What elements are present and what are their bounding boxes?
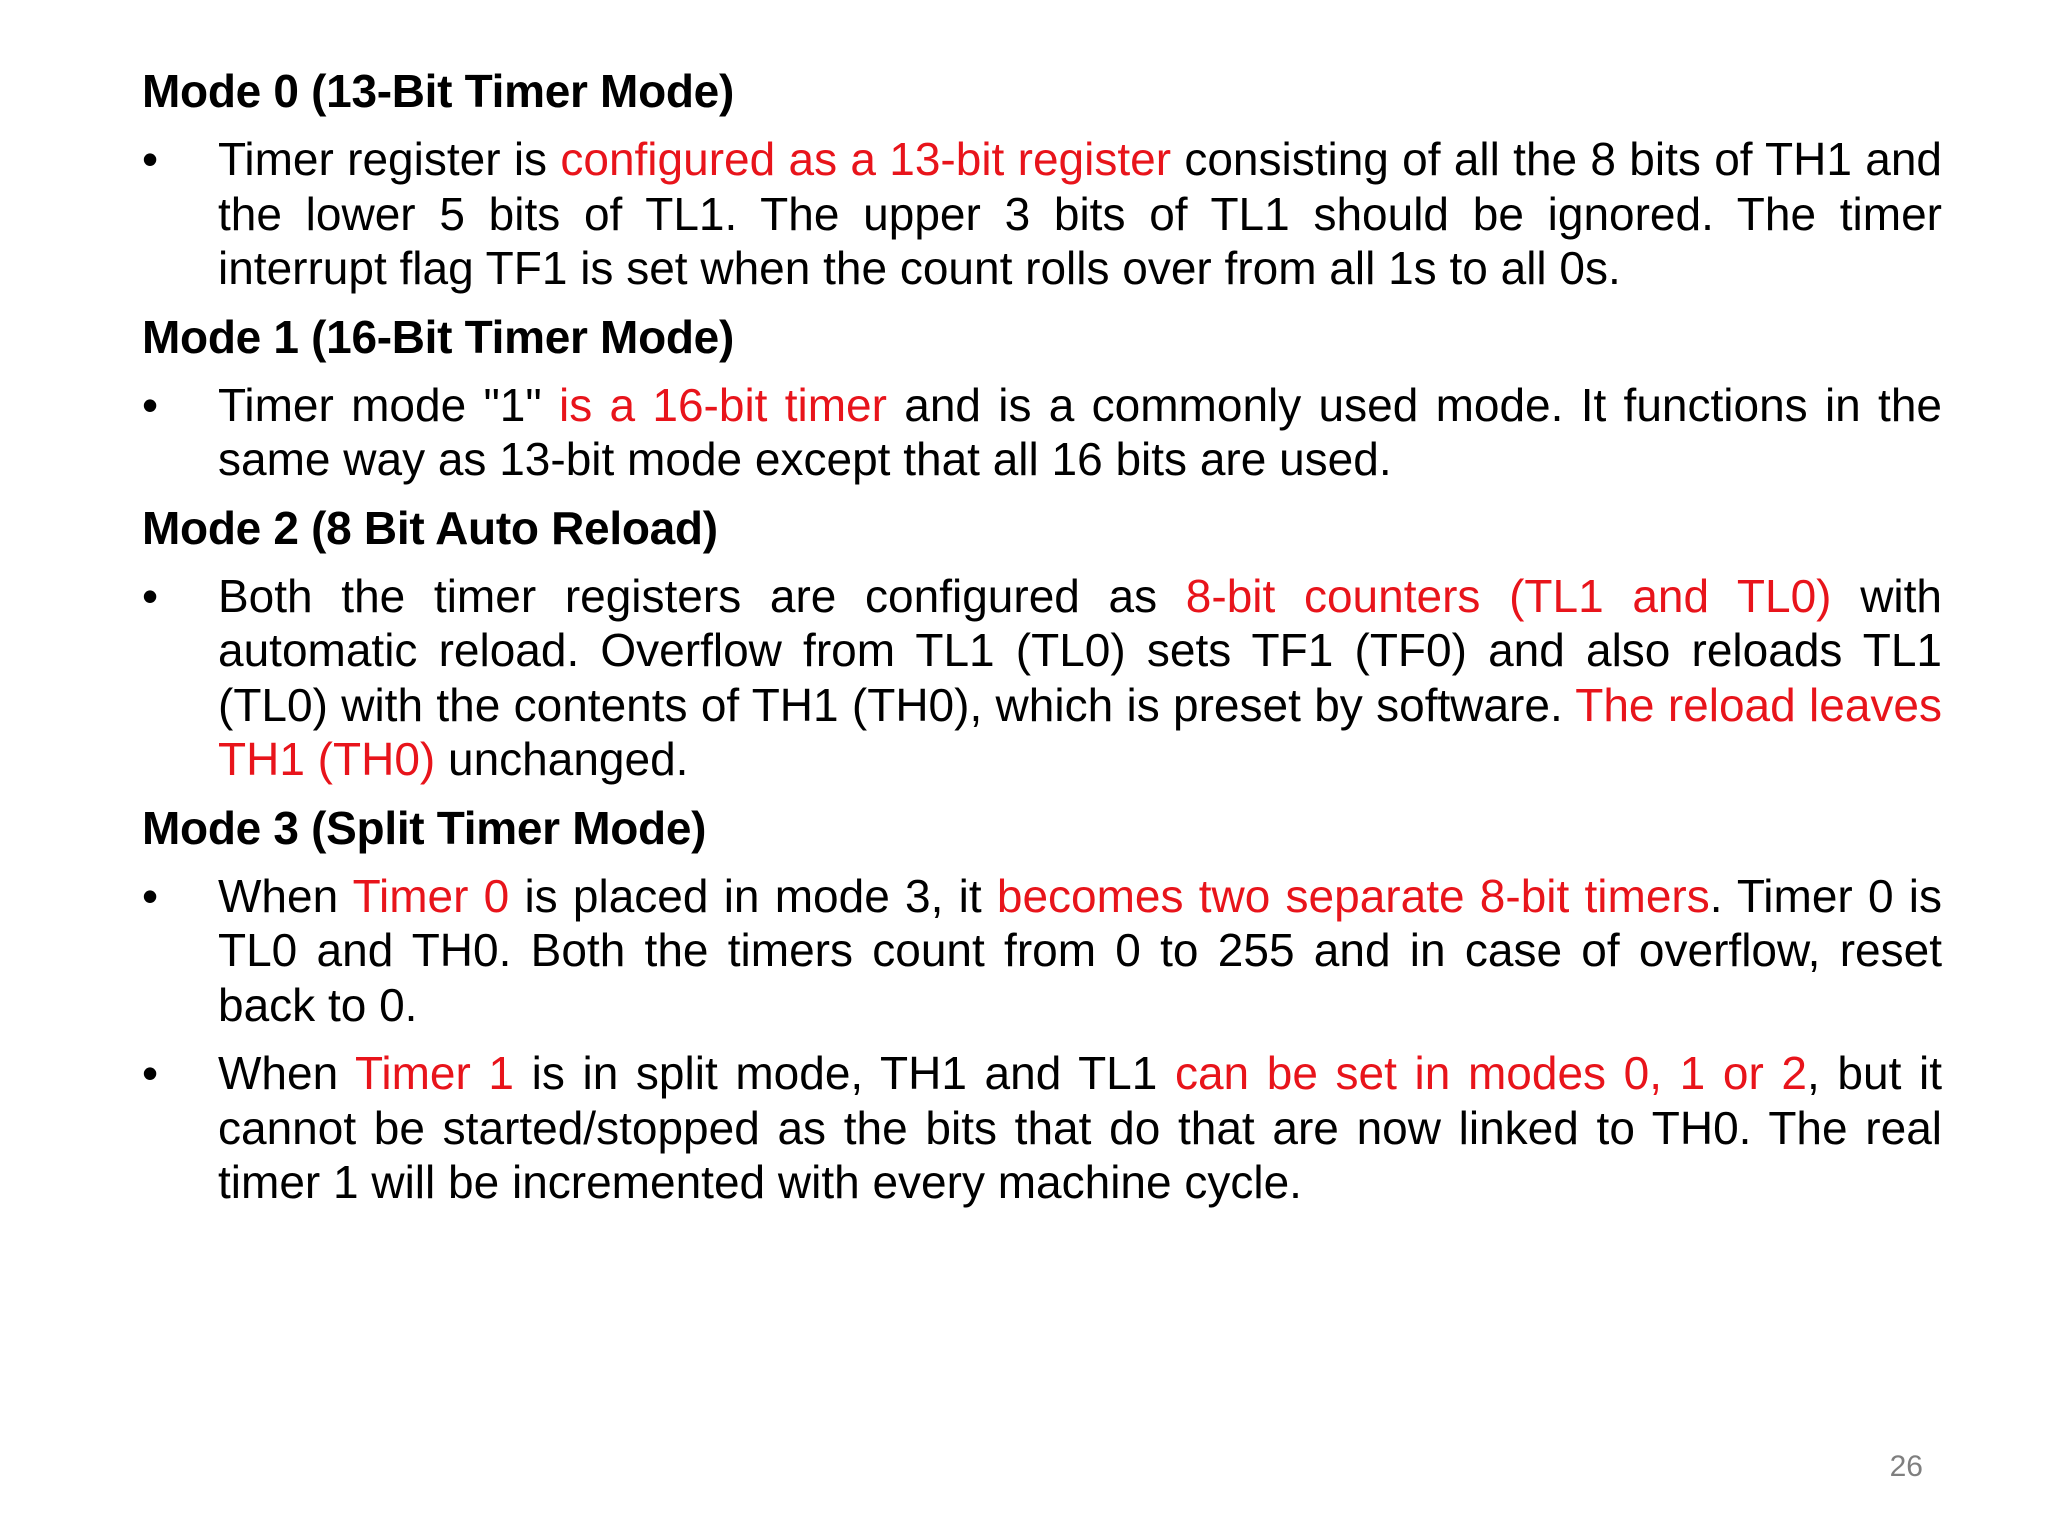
section-heading: Mode 0 (13-Bit Timer Mode) [142,65,734,117]
body-text: Both the timer registers are configured as [218,569,1186,622]
section-heading: Mode 1 (16-Bit Timer Mode) [142,310,734,363]
body-text: consisting of all the 8 bits of TH1 and the lower 5 bits of TL1. The upper 3 bits of TL1 should be ignored. The timer interrupt flag TF1 is set when the count rolls over from all 1s to all 0s. [218,133,1942,294]
body-text: When [218,1047,355,1099]
highlight-text: Timer 1 [354,1047,515,1099]
highlight-text: 8-bit counters (TL1 and TL0) [1185,569,1832,622]
body-text: Timer register is [218,133,561,185]
body-text: Timer mode "1" [218,378,559,431]
body-text: is in split mode, TH1 and TL1 [514,1047,1175,1099]
bullet-item [142,378,1942,487]
bullet-item [142,1046,1942,1210]
bullet-marker: • [142,133,159,185]
bullet-marker: • [142,869,159,922]
highlight-text: Timer 0 [352,869,510,922]
section-heading: Mode 3 (Split Timer Mode) [142,801,707,854]
body-text: and is a commonly used mode. It functions in the same way as 13-bit mode except that all 16 bits are used. [218,378,1942,485]
highlight-text: The reload leaves TH1 (TH0) [218,678,1942,785]
body-text: . Timer 0 is TL0 and TH0. Both the timers count from 0 to 255 and in case of overflow, reset back to 0. [218,869,1943,1031]
body-text: When [218,869,353,922]
slide-content [142,64,1942,1224]
highlight-text: can be set in modes 0, 1 or 2 [1174,1047,1807,1099]
bullet-marker: • [142,1047,159,1099]
highlight-text: configured as a 13-bit register [560,133,1172,185]
bullet-item [142,869,1942,1033]
bullet-item [142,569,1942,787]
highlight-text: becomes two separate 8-bit timers [996,869,1710,922]
bullet-marker: • [142,569,159,622]
highlight-text: is a 16-bit timer [559,378,887,431]
bullet-item [142,132,1942,296]
body-text: with automatic reload. Overflow from TL1 (TL0) sets TF1 (TF0) and also reloads TL1 (TL0) with the contents of TH1 (TH0), which is preset by software. [218,569,1942,731]
page-number: 26 [1889,1450,1923,1483]
section-heading: Mode 2 (8 Bit Auto Reload) [142,501,718,554]
body-text: , but it cannot be started/stopped as the bits that do that are now linked to TH0. The real timer 1 will be incremented with every machine cycle. [218,1047,1942,1208]
bullet-marker: • [142,378,159,431]
body-text: unchanged. [435,733,689,785]
body-text: is placed in mode 3, it [509,869,997,922]
